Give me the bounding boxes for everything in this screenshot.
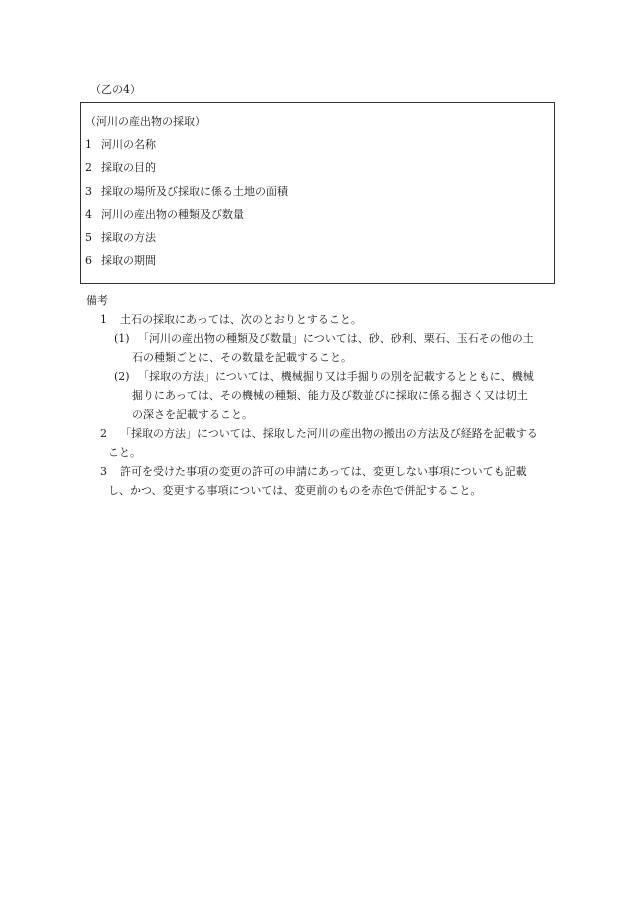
note-number: 3 (100, 465, 107, 478)
note-1-sub-1-cont: 石の種類ごとに、その数量を記載すること。 (132, 351, 352, 364)
item-label: 採取の目的 (101, 161, 156, 174)
form-item (85, 206, 244, 222)
form-title: （河川の産出物の採取） (85, 115, 206, 128)
item-number: 6 (85, 254, 92, 267)
form-box (80, 102, 555, 284)
note-1 (86, 310, 556, 329)
sub-note-text: 「河川の産出物の種類及び数量」については、砂、砂利、栗石、玉石その他の土 (138, 332, 534, 345)
note-1-sub-2 (86, 367, 556, 386)
item-number: 5 (85, 231, 92, 244)
form-item (85, 136, 156, 152)
note-3-cont: し、かつ、変更する事項については、変更前のものを赤色で併記すること。 (108, 484, 482, 497)
item-label: 採取の期間 (101, 254, 156, 267)
note-number: 1 (100, 313, 107, 326)
form-number-label: （乙の4） (90, 83, 141, 96)
note-1-sub-2-cont: 掘りにあっては、その機械の種類、能力及び数並びに採取に係る掘さく又は切土 (132, 389, 528, 402)
notes-heading: 備考 (86, 294, 108, 307)
form-item (85, 183, 288, 199)
item-label: 河川の名称 (101, 138, 156, 151)
note-3 (86, 462, 556, 481)
sub-note-number: (1) (114, 332, 130, 345)
note-text: 土石の採取にあっては、次のとおりとすること。 (120, 313, 362, 326)
note-2 (86, 424, 556, 443)
item-number: 1 (85, 138, 92, 151)
item-label: 採取の方法 (101, 231, 156, 244)
form-item (85, 159, 156, 175)
item-number: 2 (85, 161, 92, 174)
note-1-sub-1 (86, 329, 556, 348)
form-item (85, 252, 156, 268)
item-label: 採取の場所及び採取に係る土地の面積 (101, 185, 288, 198)
form-item (85, 229, 156, 245)
sub-note-text: 「採取の方法」については、機械掘り又は手掘りの別を記載するとともに、機械 (138, 370, 534, 383)
item-label: 河川の産出物の種類及び数量 (101, 208, 244, 221)
item-number: 3 (85, 185, 92, 198)
note-1-sub-2-cont: の深さを記載すること。 (132, 408, 253, 421)
note-2-cont: こと。 (108, 446, 141, 459)
note-text: 「採取の方法」については、採取した河川の産出物の搬出の方法及び経路を記載する (120, 427, 538, 440)
sub-note-number: (2) (114, 370, 130, 383)
note-number: 2 (100, 427, 107, 440)
note-text: 許可を受けた事項の変更の許可の申請にあっては、変更しない事項についても記載 (120, 465, 527, 478)
item-number: 4 (85, 208, 92, 221)
notes-section (86, 291, 556, 500)
